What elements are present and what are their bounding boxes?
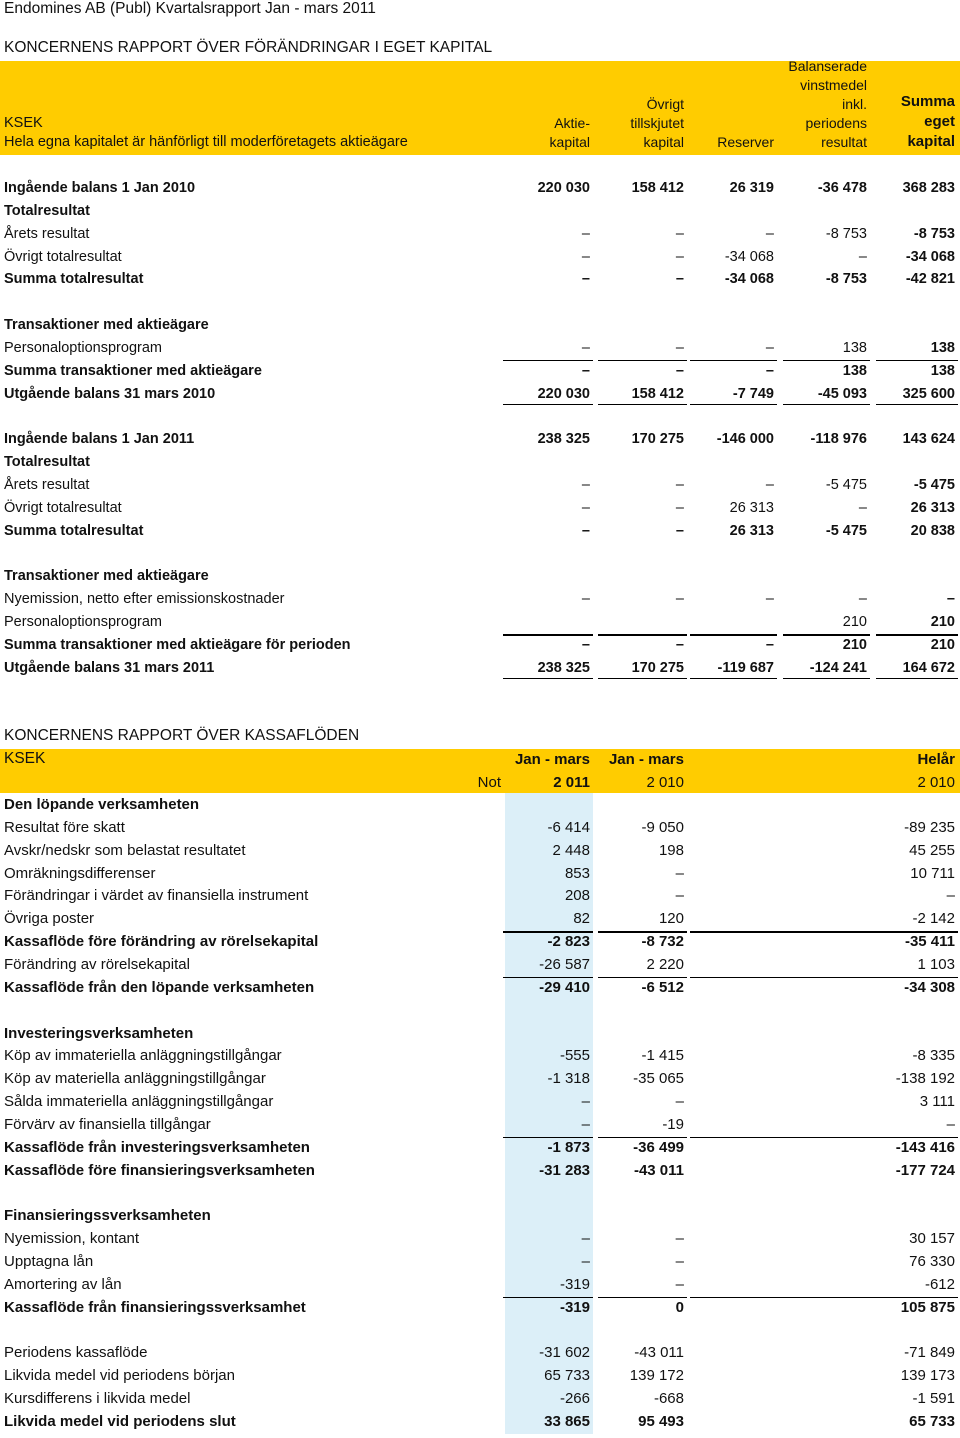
equity-row-value: 20 838	[910, 522, 955, 539]
equity-row-value: –	[765, 362, 774, 379]
equity-row-value: -124 241	[809, 659, 867, 676]
equity-overline	[690, 360, 777, 362]
equity-row-label: Ingående balans 1 Jan 2010	[4, 180, 196, 196]
cashflow-row-label: Likvida medel vid periodens början	[4, 1367, 235, 1385]
cashflow-row-value: –	[675, 1253, 684, 1270]
cashflow-row-value: 120	[658, 910, 684, 928]
cashflow-row-value: 95 493	[638, 1412, 684, 1430]
equity-row-value: -45 093	[817, 385, 867, 402]
cashflow-row-value: -31 283	[539, 1161, 590, 1179]
cashflow-row-value: -43 011	[634, 1344, 684, 1362]
equity-row-value: -118 976	[810, 431, 867, 448]
cashflow-row-label: Förvärv av finansiella tillgångar	[4, 1115, 211, 1133]
equity-row-label: Utgående balans 31 mars 2011	[4, 659, 215, 676]
cashflow-row-value: –	[581, 1093, 590, 1111]
equity-row-value: –	[765, 591, 774, 608]
equity-header-col4-line: vinstmedel	[800, 77, 867, 93]
equity-row-value: –	[581, 339, 590, 356]
equity-underline	[876, 678, 958, 680]
cashflow-row-value: 1 103	[917, 955, 955, 973]
equity-row-value: 26 319	[729, 180, 774, 196]
cashflow-row-value: 0	[675, 1298, 684, 1316]
cashflow-row-value: –	[581, 1115, 590, 1133]
cashflow-row-value: 208	[564, 887, 590, 905]
cashflow-row-value: –	[675, 1275, 684, 1293]
equity-row-value: 26 313	[729, 522, 774, 539]
cashflow-header-ksek: KSEK	[4, 750, 46, 767]
cashflow-row-value: 45 255	[909, 841, 955, 859]
equity-header-col5-line: Summa	[900, 93, 955, 110]
equity-underline	[598, 678, 687, 680]
cashflow-row-label: Omräkningsdifferenser	[4, 864, 156, 882]
cashflow-overline	[690, 1297, 958, 1299]
cashflow-row-label: Avskr/nedskr som belastat resultatet	[4, 841, 246, 859]
cashflow-overline	[598, 977, 687, 979]
equity-row-value: –	[581, 248, 590, 265]
cashflow-row-value: –	[675, 864, 684, 882]
cashflow-header-y3: 2 010	[917, 774, 955, 791]
cashflow-header-col2: Jan - mars	[608, 751, 684, 768]
equity-row-value: 138	[842, 362, 867, 379]
equity-row-value: –	[675, 637, 684, 653]
equity-overline	[783, 360, 870, 362]
cashflow-row-value: -19	[662, 1115, 684, 1133]
equity-row-value: –	[858, 499, 867, 516]
cashflow-row-value: 198	[658, 841, 684, 859]
equity-row-label: Nyemission, netto efter emissionskostnader	[4, 591, 285, 608]
equity-row-value: 210	[842, 614, 867, 631]
cashflow-row-label: Likvida medel vid periodens slut	[4, 1412, 236, 1430]
cashflow-header-y1: 2 011	[553, 774, 590, 791]
equity-overline	[598, 360, 687, 362]
equity-row-value: -8 753	[825, 271, 867, 288]
cashflow-row-value: 65 733	[909, 1412, 955, 1430]
equity-row-value: 210	[930, 637, 955, 653]
cashflow-row-value: 76 330	[909, 1253, 955, 1270]
equity-header-col2-line: kapital	[643, 134, 684, 150]
equity-row-value: –	[581, 225, 590, 242]
equity-underline	[503, 678, 593, 680]
equity-row-value: –	[946, 591, 955, 608]
equity-row-value: -5 475	[913, 477, 955, 494]
equity-row-value: –	[581, 522, 590, 539]
cashflow-overline	[503, 1137, 593, 1139]
equity-row-value: 220 030	[537, 180, 590, 196]
equity-header-col2-line: Övrigt	[646, 96, 684, 112]
equity-row-label: Transaktioner med aktieägare	[4, 568, 209, 585]
equity-row-value: –	[765, 637, 774, 653]
cashflow-row-value: –	[675, 887, 684, 905]
equity-row-value: –	[675, 522, 684, 539]
cashflow-row-label: Kassaflöde före förändring av rörelsekapital	[4, 933, 319, 951]
cashflow-row-label: Köp av immateriella anläggningstillgångar	[4, 1047, 282, 1065]
cashflow-row-value: -2 142	[912, 910, 955, 928]
equity-row-value: –	[765, 225, 774, 242]
cashflow-header-y2: 2 010	[646, 774, 684, 791]
equity-row-value: -36 478	[817, 180, 867, 196]
equity-overline	[598, 634, 687, 636]
equity-row-label: Personaloptionsprogram	[4, 339, 162, 356]
equity-row-value: -119 687	[717, 659, 774, 676]
equity-row-value: -7 749	[732, 385, 774, 402]
cashflow-row-label: Förändringar i värdet av finansiella instrument	[4, 887, 309, 905]
cashflow-row-value: -8 732	[641, 933, 684, 951]
cashflow-row-value: -31 602	[539, 1344, 590, 1362]
cashflow-row-value: -89 235	[904, 818, 955, 836]
equity-header-col2-line: tillskjutet	[630, 115, 684, 131]
cashflow-row-value: -668	[653, 1390, 684, 1408]
cashflow-row-value: -319	[559, 1298, 590, 1316]
equity-row-value: –	[675, 271, 684, 288]
equity-header-subtitle: Hela egna kapitalet är hänförligt till moderföretagets aktieägare	[4, 134, 408, 150]
equity-row-value: –	[675, 248, 684, 265]
equity-header-col4-line: periodens	[805, 115, 867, 131]
cashflow-row-value: –	[581, 1253, 590, 1270]
equity-row-value: 138	[842, 339, 867, 356]
cashflow-row-value: -35 065	[633, 1070, 684, 1088]
equity-row-value: –	[675, 225, 684, 242]
cashflow-row-value: 10 711	[910, 864, 955, 882]
equity-row-label: Övrigt totalresultat	[4, 499, 122, 516]
equity-row-value: 143 624	[902, 431, 955, 448]
equity-row-label: Ingående balans 1 Jan 2011	[4, 431, 195, 448]
cashflow-row-label: Kassaflöde från finansieringssverksamhet	[4, 1298, 306, 1316]
cashflow-row-value: -36 499	[633, 1138, 684, 1156]
cashflow-row-value: 139 173	[900, 1367, 955, 1385]
cashflow-overline	[690, 931, 958, 933]
equity-row-value: –	[765, 477, 774, 494]
equity-row-label: Totalresultat	[4, 202, 90, 219]
equity-row-value: -5 475	[825, 477, 867, 494]
cashflow-row-value: –	[675, 1093, 684, 1111]
cashflow-row-value: –	[675, 1230, 684, 1248]
cashflow-overline	[598, 1137, 687, 1139]
equity-row-value: –	[675, 339, 684, 356]
equity-row-value: –	[581, 591, 590, 608]
cashflow-row-label: Kursdifferens i likvida medel	[4, 1390, 191, 1408]
equity-row-value: 170 275	[631, 431, 684, 448]
cashflow-section-title: KONCERNENS RAPPORT ÖVER KASSAFLÖDEN	[4, 727, 360, 744]
equity-row-value: 164 672	[902, 659, 955, 676]
equity-underline	[690, 678, 777, 680]
equity-overline	[503, 360, 593, 362]
cashflow-row-value: 82	[573, 910, 590, 928]
equity-row-value: 158 412	[631, 385, 684, 402]
cashflow-row-value: -143 416	[895, 1138, 955, 1156]
cashflow-row-value: -9 050	[641, 818, 684, 836]
equity-header-col5-line: kapital	[907, 133, 955, 150]
equity-row-value: –	[581, 271, 590, 288]
cashflow-row-value: -612	[924, 1275, 955, 1293]
cashflow-header-col1: Jan - mars	[514, 751, 590, 768]
equity-row-value: 220 030	[537, 385, 590, 402]
equity-underline	[783, 404, 870, 406]
cashflow-row-value: -35 411	[904, 933, 955, 951]
equity-row-label: Årets resultat	[4, 225, 90, 242]
equity-row-value: –	[675, 477, 684, 494]
equity-row-value: –	[581, 499, 590, 516]
equity-section-title: KONCERNENS RAPPORT ÖVER FÖRÄNDRINGAR I EGET KAPITAL	[4, 39, 493, 56]
equity-header-col1-line: Aktie-	[554, 115, 590, 131]
cashflow-row-value: -1 591	[912, 1390, 955, 1408]
equity-row-value: -5 475	[825, 522, 867, 539]
equity-row-value: 26 313	[910, 499, 955, 516]
cashflow-row-value: -29 410	[539, 978, 590, 996]
equity-overline	[876, 360, 958, 362]
equity-overline	[690, 634, 777, 636]
equity-row-value: 138	[930, 339, 955, 356]
equity-row-value: -34 068	[724, 271, 774, 288]
cashflow-row-label: Amortering av lån	[4, 1275, 122, 1293]
cashflow-row-label: Periodens kassaflöde	[4, 1344, 148, 1362]
cashflow-row-value: 853	[564, 864, 590, 882]
equity-row-value: –	[675, 591, 684, 608]
equity-row-label: Utgående balans 31 mars 2010	[4, 385, 216, 402]
cashflow-row-label: Nyemission, kontant	[4, 1230, 140, 1248]
cashflow-row-label: Kassaflöde före finansieringsverksamheten	[4, 1161, 315, 1179]
equity-row-label: Totalresultat	[4, 454, 90, 471]
equity-row-label: Summa transaktioner med aktieägare för perioden	[4, 637, 351, 653]
equity-row-value: –	[858, 591, 867, 608]
equity-row-value: 26 313	[729, 499, 774, 516]
equity-row-value: 368 283	[902, 180, 955, 196]
cashflow-row-value: –	[946, 887, 955, 905]
equity-underline	[876, 404, 958, 406]
cashflow-row-value: 139 172	[629, 1367, 684, 1385]
cashflow-row-label: Förändring av rörelsekapital	[4, 955, 190, 973]
cashflow-row-label: Den löpande verksamheten	[4, 796, 200, 813]
cashflow-overline	[503, 977, 593, 979]
equity-row-value: –	[675, 499, 684, 516]
equity-row-value: -8 753	[913, 225, 955, 242]
cashflow-overline	[598, 931, 687, 933]
cashflow-row-value: 2 448	[552, 841, 590, 859]
equity-header-col3-line: Reserver	[717, 134, 774, 150]
cashflow-header-not: Not	[477, 774, 501, 791]
equity-overline	[783, 634, 870, 636]
equity-row-value: 238 325	[537, 431, 590, 448]
equity-row-value: -34 068	[905, 248, 955, 265]
cashflow-overline	[598, 1297, 687, 1299]
cashflow-row-value: -1 318	[547, 1070, 590, 1088]
cashflow-row-value: 30 157	[909, 1230, 955, 1248]
equity-underline	[503, 404, 593, 406]
equity-row-value: 238 325	[537, 659, 590, 676]
equity-row-label: Personaloptionsprogram	[4, 614, 162, 631]
cashflow-overline	[503, 931, 593, 933]
equity-row-value: –	[581, 362, 590, 379]
cashflow-row-value: 65 733	[544, 1367, 590, 1385]
equity-row-value: 210	[842, 637, 867, 653]
cashflow-row-value: -8 335	[912, 1047, 955, 1065]
cashflow-row-value: -71 849	[904, 1344, 955, 1362]
document-title: Endomines AB (Publ) Kvartalsrapport Jan - mars 2011	[4, 0, 376, 17]
cashflow-row-value: -1 415	[641, 1047, 684, 1065]
equity-overline	[876, 634, 958, 636]
cashflow-row-value: -26 587	[539, 955, 590, 973]
cashflow-row-value: 3 111	[919, 1093, 955, 1111]
equity-row-value: 325 600	[902, 385, 955, 402]
cashflow-row-label: Övriga poster	[4, 910, 95, 928]
cashflow-row-value: -555	[559, 1047, 590, 1065]
cashflow-row-value: –	[581, 1230, 590, 1248]
equity-header-col5-line: eget	[924, 113, 955, 130]
equity-header-col1-line: kapital	[549, 134, 590, 150]
cashflow-row-value: 105 875	[900, 1298, 955, 1316]
cashflow-row-label: Finansieringssverksamheten	[4, 1207, 211, 1225]
equity-row-value: –	[581, 637, 590, 653]
cashflow-row-value: -138 192	[895, 1070, 955, 1088]
equity-row-value: -8 753	[825, 225, 867, 242]
cashflow-row-label: Sålda immateriella anläggningstillgångar	[4, 1093, 274, 1111]
cashflow-row-value: -34 308	[904, 978, 955, 996]
equity-row-value: 210	[930, 614, 955, 631]
equity-row-label: Summa transaktioner med aktieägare	[4, 362, 262, 379]
cashflow-row-value: -319	[559, 1275, 590, 1293]
equity-row-label: Övrigt totalresultat	[4, 248, 122, 265]
equity-header-col4-line: inkl.	[842, 96, 867, 112]
cashflow-row-label: Upptagna lån	[4, 1253, 94, 1270]
cashflow-row-label: Investeringsverksamheten	[4, 1024, 194, 1042]
cashflow-row-value: 2 220	[646, 955, 684, 973]
equity-header-col4-line: Balanserade	[788, 58, 867, 74]
equity-row-value: –	[675, 362, 684, 379]
cashflow-header-col3: Helår	[917, 751, 955, 768]
equity-underline	[598, 404, 687, 406]
cashflow-row-label: Resultat före skatt	[4, 818, 125, 836]
equity-row-value: -34 068	[724, 248, 774, 265]
equity-header-col4-line: resultat	[821, 134, 867, 150]
equity-row-label: Summa totalresultat	[4, 271, 144, 288]
cashflow-row-value: –	[946, 1115, 955, 1133]
equity-underline	[783, 678, 870, 680]
equity-row-value: –	[765, 339, 774, 356]
equity-row-label: Summa totalresultat	[4, 522, 144, 539]
cashflow-row-value: -6 414	[547, 818, 590, 836]
equity-row-label: Årets resultat	[4, 477, 90, 494]
equity-row-label: Transaktioner med aktieägare	[4, 317, 209, 334]
cashflow-row-value: -6 512	[641, 978, 684, 996]
cashflow-row-value: -177 724	[895, 1161, 955, 1179]
equity-row-value: 170 275	[631, 659, 684, 676]
equity-row-value: -42 821	[905, 271, 955, 288]
equity-row-value: -146 000	[716, 431, 774, 448]
cashflow-overline	[690, 1137, 958, 1139]
equity-row-value: 158 412	[631, 180, 684, 196]
equity-row-value: –	[581, 477, 590, 494]
cashflow-row-value: -2 823	[547, 933, 590, 951]
equity-header-ksek: KSEK	[4, 115, 43, 131]
cashflow-row-value: -43 011	[633, 1161, 684, 1179]
cashflow-overline	[690, 977, 958, 979]
equity-row-value: 138	[930, 362, 955, 379]
cashflow-row-value: -1 873	[547, 1138, 590, 1156]
cashflow-row-value: 33 865	[544, 1412, 590, 1430]
cashflow-row-label: Kassaflöde från investeringsverksamheten	[4, 1138, 310, 1156]
equity-row-value: –	[858, 248, 867, 265]
cashflow-row-label: Kassaflöde från den löpande verksamheten	[4, 978, 315, 996]
cashflow-overline	[503, 1297, 593, 1299]
cashflow-row-label: Köp av materiella anläggningstillgångar	[4, 1070, 266, 1088]
cashflow-row-value: -266	[559, 1390, 590, 1408]
equity-underline	[690, 404, 777, 406]
equity-overline	[503, 634, 593, 636]
